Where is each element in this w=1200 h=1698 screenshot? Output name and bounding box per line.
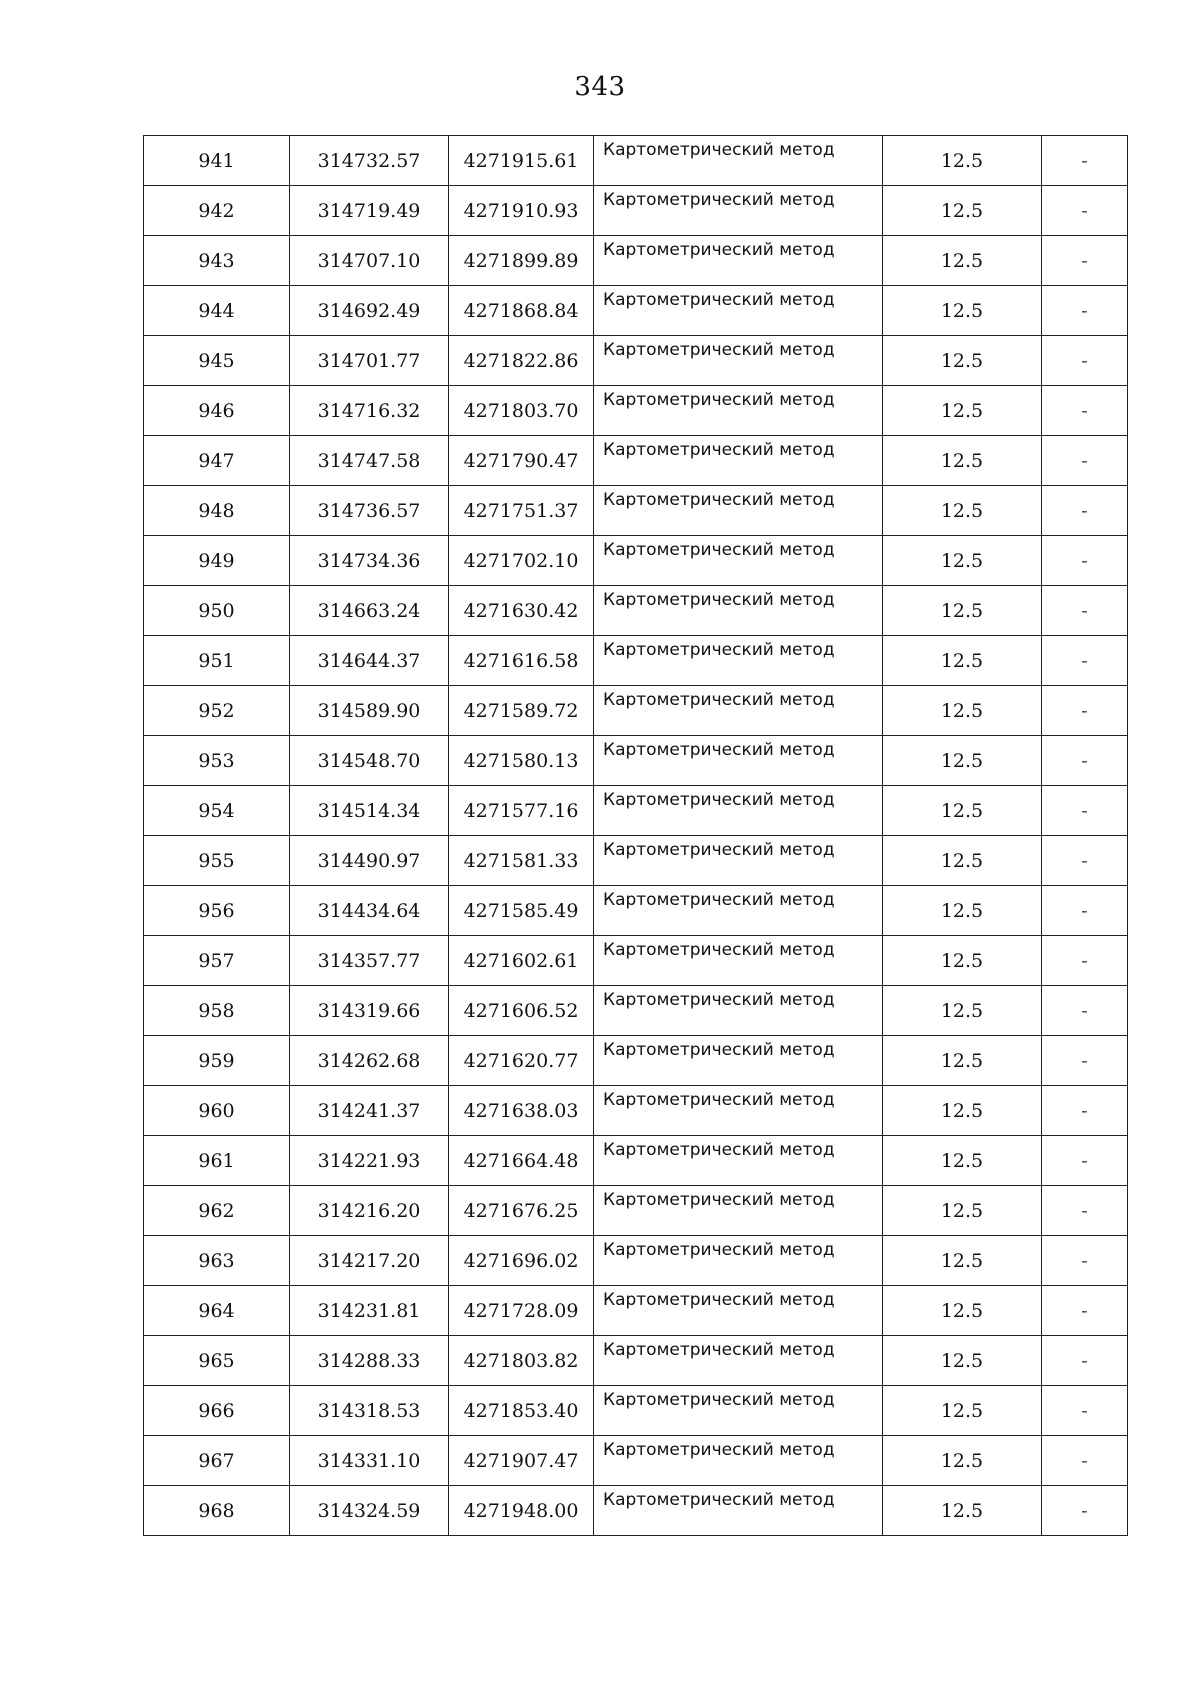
note-cell: - <box>1042 386 1128 436</box>
point-number-cell: 966 <box>144 1386 290 1436</box>
accuracy-cell: 12.5 <box>883 836 1042 886</box>
accuracy-cell: 12.5 <box>883 586 1042 636</box>
note-cell: - <box>1042 1036 1128 1086</box>
point-number-cell: 955 <box>144 836 290 886</box>
y-coordinate-cell: 4271728.09 <box>449 1286 594 1336</box>
x-coordinate-cell: 314231.81 <box>290 1286 449 1336</box>
x-coordinate-cell: 314434.64 <box>290 886 449 936</box>
accuracy-cell: 12.5 <box>883 686 1042 736</box>
method-cell: Картометрический метод <box>594 286 883 336</box>
table-row <box>144 1186 1128 1236</box>
y-coordinate-cell: 4271577.16 <box>449 786 594 836</box>
table-row <box>144 486 1128 536</box>
note-cell: - <box>1042 436 1128 486</box>
method-cell: Картометрический метод <box>594 836 883 886</box>
point-number-cell: 958 <box>144 986 290 1036</box>
method-cell: Картометрический метод <box>594 486 883 536</box>
y-coordinate-cell: 4271664.48 <box>449 1136 594 1186</box>
method-cell: Картометрический метод <box>594 1186 883 1236</box>
x-coordinate-cell: 314217.20 <box>290 1236 449 1286</box>
x-coordinate-cell: 314716.32 <box>290 386 449 436</box>
method-cell: Картометрический метод <box>594 386 883 436</box>
note-cell: - <box>1042 786 1128 836</box>
method-cell: Картометрический метод <box>594 1036 883 1086</box>
method-cell: Картометрический метод <box>594 886 883 936</box>
x-coordinate-cell: 314331.10 <box>290 1436 449 1486</box>
table-row <box>144 686 1128 736</box>
point-number-cell: 945 <box>144 336 290 386</box>
x-coordinate-cell: 314663.24 <box>290 586 449 636</box>
x-coordinate-cell: 314747.58 <box>290 436 449 486</box>
accuracy-cell: 12.5 <box>883 736 1042 786</box>
note-cell: - <box>1042 1436 1128 1486</box>
note-cell: - <box>1042 586 1128 636</box>
table-row <box>144 836 1128 886</box>
note-cell: - <box>1042 986 1128 1036</box>
point-number-cell: 963 <box>144 1236 290 1286</box>
accuracy-cell: 12.5 <box>883 136 1042 186</box>
note-cell: - <box>1042 736 1128 786</box>
note-cell: - <box>1042 336 1128 386</box>
note-cell: - <box>1042 236 1128 286</box>
method-cell: Картометрический метод <box>594 1386 883 1436</box>
table-row <box>144 1086 1128 1136</box>
table-row <box>144 986 1128 1036</box>
x-coordinate-cell: 314548.70 <box>290 736 449 786</box>
note-cell: - <box>1042 1386 1128 1436</box>
coordinates-table <box>143 135 1128 1536</box>
accuracy-cell: 12.5 <box>883 1336 1042 1386</box>
note-cell: - <box>1042 1486 1128 1536</box>
accuracy-cell: 12.5 <box>883 1486 1042 1536</box>
point-number-cell: 956 <box>144 886 290 936</box>
point-number-cell: 951 <box>144 636 290 686</box>
accuracy-cell: 12.5 <box>883 286 1042 336</box>
method-cell: Картометрический метод <box>594 536 883 586</box>
point-number-cell: 941 <box>144 136 290 186</box>
note-cell: - <box>1042 886 1128 936</box>
accuracy-cell: 12.5 <box>883 786 1042 836</box>
y-coordinate-cell: 4271585.49 <box>449 886 594 936</box>
accuracy-cell: 12.5 <box>883 1286 1042 1336</box>
point-number-cell: 947 <box>144 436 290 486</box>
point-number-cell: 965 <box>144 1336 290 1386</box>
point-number-cell: 948 <box>144 486 290 536</box>
method-cell: Картометрический метод <box>594 436 883 486</box>
accuracy-cell: 12.5 <box>883 886 1042 936</box>
method-cell: Картометрический метод <box>594 1286 883 1336</box>
x-coordinate-cell: 314734.36 <box>290 536 449 586</box>
method-cell: Картометрический метод <box>594 1486 883 1536</box>
y-coordinate-cell: 4271589.72 <box>449 686 594 736</box>
method-cell: Картометрический метод <box>594 686 883 736</box>
y-coordinate-cell: 4271581.33 <box>449 836 594 886</box>
y-coordinate-cell: 4271602.61 <box>449 936 594 986</box>
y-coordinate-cell: 4271638.03 <box>449 1086 594 1136</box>
table-row <box>144 336 1128 386</box>
y-coordinate-cell: 4271822.86 <box>449 336 594 386</box>
y-coordinate-cell: 4271803.70 <box>449 386 594 436</box>
x-coordinate-cell: 314216.20 <box>290 1186 449 1236</box>
table-row <box>144 1436 1128 1486</box>
accuracy-cell: 12.5 <box>883 636 1042 686</box>
x-coordinate-cell: 314701.77 <box>290 336 449 386</box>
table-row <box>144 636 1128 686</box>
table-row <box>144 1036 1128 1086</box>
x-coordinate-cell: 314319.66 <box>290 986 449 1036</box>
note-cell: - <box>1042 1236 1128 1286</box>
y-coordinate-cell: 4271630.42 <box>449 586 594 636</box>
table-row <box>144 236 1128 286</box>
note-cell: - <box>1042 486 1128 536</box>
point-number-cell: 942 <box>144 186 290 236</box>
table-row <box>144 586 1128 636</box>
x-coordinate-cell: 314514.34 <box>290 786 449 836</box>
method-cell: Картометрический метод <box>594 786 883 836</box>
table-row <box>144 786 1128 836</box>
note-cell: - <box>1042 1136 1128 1186</box>
method-cell: Картометрический метод <box>594 936 883 986</box>
accuracy-cell: 12.5 <box>883 1186 1042 1236</box>
accuracy-cell: 12.5 <box>883 486 1042 536</box>
point-number-cell: 968 <box>144 1486 290 1536</box>
note-cell: - <box>1042 836 1128 886</box>
y-coordinate-cell: 4271803.82 <box>449 1336 594 1386</box>
x-coordinate-cell: 314692.49 <box>290 286 449 336</box>
accuracy-cell: 12.5 <box>883 436 1042 486</box>
note-cell: - <box>1042 1086 1128 1136</box>
table-row <box>144 136 1128 186</box>
method-cell: Картометрический метод <box>594 236 883 286</box>
point-number-cell: 950 <box>144 586 290 636</box>
point-number-cell: 964 <box>144 1286 290 1336</box>
point-number-cell: 953 <box>144 736 290 786</box>
table-row <box>144 536 1128 586</box>
note-cell: - <box>1042 536 1128 586</box>
page-number: 343 <box>574 72 626 102</box>
note-cell: - <box>1042 1186 1128 1236</box>
note-cell: - <box>1042 136 1128 186</box>
method-cell: Картометрический метод <box>594 736 883 786</box>
y-coordinate-cell: 4271606.52 <box>449 986 594 1036</box>
x-coordinate-cell: 314324.59 <box>290 1486 449 1536</box>
point-number-cell: 954 <box>144 786 290 836</box>
x-coordinate-cell: 314221.93 <box>290 1136 449 1186</box>
method-cell: Картометрический метод <box>594 1086 883 1136</box>
point-number-cell: 967 <box>144 1436 290 1486</box>
y-coordinate-cell: 4271616.58 <box>449 636 594 686</box>
method-cell: Картометрический метод <box>594 1236 883 1286</box>
point-number-cell: 959 <box>144 1036 290 1086</box>
table-row <box>144 1386 1128 1436</box>
x-coordinate-cell: 314318.53 <box>290 1386 449 1436</box>
y-coordinate-cell: 4271868.84 <box>449 286 594 336</box>
note-cell: - <box>1042 1286 1128 1336</box>
method-cell: Картометрический метод <box>594 586 883 636</box>
table-row <box>144 1236 1128 1286</box>
method-cell: Картометрический метод <box>594 986 883 1036</box>
x-coordinate-cell: 314736.57 <box>290 486 449 536</box>
table-row <box>144 286 1128 336</box>
accuracy-cell: 12.5 <box>883 1136 1042 1186</box>
y-coordinate-cell: 4271899.89 <box>449 236 594 286</box>
point-number-cell: 957 <box>144 936 290 986</box>
y-coordinate-cell: 4271948.00 <box>449 1486 594 1536</box>
x-coordinate-cell: 314719.49 <box>290 186 449 236</box>
y-coordinate-cell: 4271676.25 <box>449 1186 594 1236</box>
accuracy-cell: 12.5 <box>883 1036 1042 1086</box>
point-number-cell: 944 <box>144 286 290 336</box>
note-cell: - <box>1042 686 1128 736</box>
table-row <box>144 1286 1128 1336</box>
x-coordinate-cell: 314490.97 <box>290 836 449 886</box>
x-coordinate-cell: 314357.77 <box>290 936 449 986</box>
table-row <box>144 386 1128 436</box>
y-coordinate-cell: 4271790.47 <box>449 436 594 486</box>
x-coordinate-cell: 314589.90 <box>290 686 449 736</box>
accuracy-cell: 12.5 <box>883 936 1042 986</box>
table-row <box>144 1336 1128 1386</box>
y-coordinate-cell: 4271915.61 <box>449 136 594 186</box>
method-cell: Картометрический метод <box>594 336 883 386</box>
x-coordinate-cell: 314732.57 <box>290 136 449 186</box>
point-number-cell: 943 <box>144 236 290 286</box>
method-cell: Картометрический метод <box>594 1136 883 1186</box>
method-cell: Картометрический метод <box>594 136 883 186</box>
note-cell: - <box>1042 186 1128 236</box>
y-coordinate-cell: 4271910.93 <box>449 186 594 236</box>
accuracy-cell: 12.5 <box>883 1386 1042 1436</box>
y-coordinate-cell: 4271853.40 <box>449 1386 594 1436</box>
coordinates-table-body <box>144 136 1128 1536</box>
x-coordinate-cell: 314241.37 <box>290 1086 449 1136</box>
point-number-cell: 961 <box>144 1136 290 1186</box>
point-number-cell: 960 <box>144 1086 290 1136</box>
table-row <box>144 186 1128 236</box>
table-row <box>144 436 1128 486</box>
accuracy-cell: 12.5 <box>883 1436 1042 1486</box>
x-coordinate-cell: 314288.33 <box>290 1336 449 1386</box>
accuracy-cell: 12.5 <box>883 386 1042 436</box>
table-row <box>144 936 1128 986</box>
accuracy-cell: 12.5 <box>883 1086 1042 1136</box>
accuracy-cell: 12.5 <box>883 336 1042 386</box>
accuracy-cell: 12.5 <box>883 986 1042 1036</box>
y-coordinate-cell: 4271751.37 <box>449 486 594 536</box>
note-cell: - <box>1042 936 1128 986</box>
method-cell: Картометрический метод <box>594 1336 883 1386</box>
method-cell: Картометрический метод <box>594 636 883 686</box>
note-cell: - <box>1042 636 1128 686</box>
y-coordinate-cell: 4271620.77 <box>449 1036 594 1086</box>
accuracy-cell: 12.5 <box>883 536 1042 586</box>
table-row <box>144 1136 1128 1186</box>
y-coordinate-cell: 4271696.02 <box>449 1236 594 1286</box>
accuracy-cell: 12.5 <box>883 236 1042 286</box>
table-row <box>144 736 1128 786</box>
accuracy-cell: 12.5 <box>883 186 1042 236</box>
method-cell: Картометрический метод <box>594 1436 883 1486</box>
x-coordinate-cell: 314262.68 <box>290 1036 449 1086</box>
y-coordinate-cell: 4271580.13 <box>449 736 594 786</box>
point-number-cell: 946 <box>144 386 290 436</box>
point-number-cell: 962 <box>144 1186 290 1236</box>
point-number-cell: 949 <box>144 536 290 586</box>
method-cell: Картометрический метод <box>594 186 883 236</box>
table-row <box>144 1486 1128 1536</box>
y-coordinate-cell: 4271907.47 <box>449 1436 594 1486</box>
note-cell: - <box>1042 1336 1128 1386</box>
x-coordinate-cell: 314644.37 <box>290 636 449 686</box>
y-coordinate-cell: 4271702.10 <box>449 536 594 586</box>
table-row <box>144 886 1128 936</box>
note-cell: - <box>1042 286 1128 336</box>
accuracy-cell: 12.5 <box>883 1236 1042 1286</box>
point-number-cell: 952 <box>144 686 290 736</box>
x-coordinate-cell: 314707.10 <box>290 236 449 286</box>
